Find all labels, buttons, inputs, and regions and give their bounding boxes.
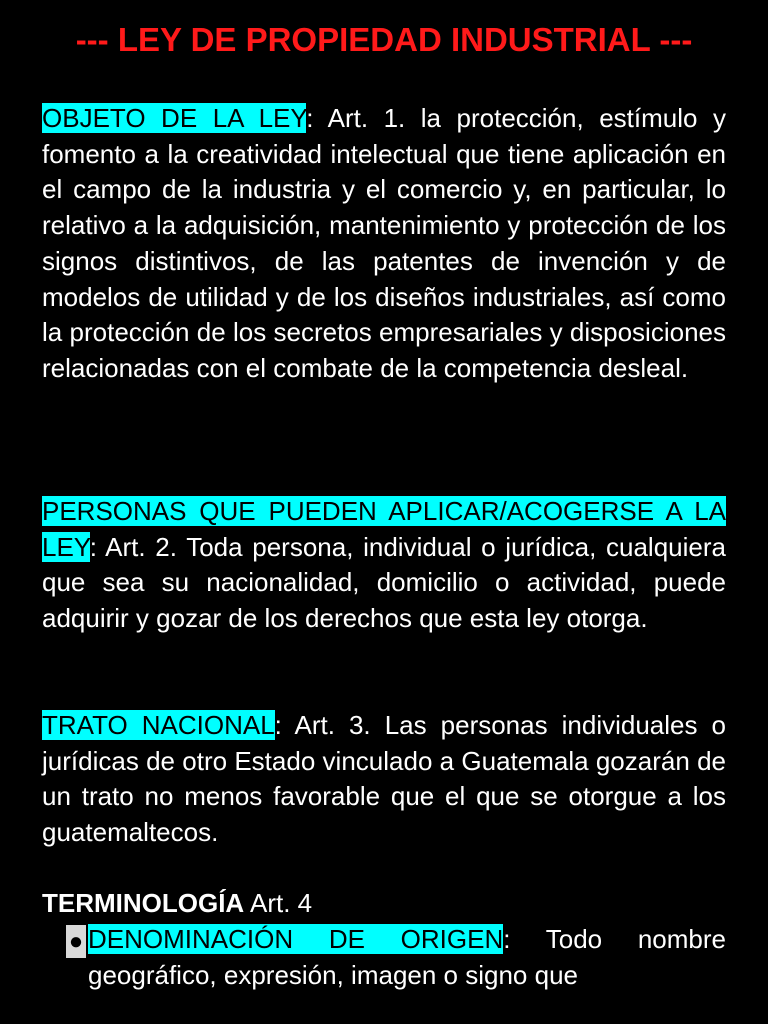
bullet-body: : Todo nombre geográfico, expresión, imagen o signo que bbox=[88, 924, 726, 990]
terminology-heading bbox=[42, 886, 726, 922]
term-highlight: OBJETO DE LA LEY bbox=[42, 103, 307, 133]
term-highlight: DENOMINACIÓN DE ORIGEN bbox=[88, 924, 504, 954]
list-item bbox=[66, 922, 726, 993]
terminology-article: Art. 4 bbox=[244, 888, 313, 918]
bullet-icon: ● bbox=[66, 925, 86, 958]
terminology-title: TERMINOLOGÍA bbox=[42, 888, 245, 918]
section-objeto bbox=[42, 101, 726, 387]
section-trato-nacional bbox=[42, 708, 726, 851]
section-body: : Art. 1. la protección, estímulo y fomento a la creatividad intelectual que tiene aplicación en el campo de la industria y el comercio y, en particular, lo relativo a la adquisición, mantenimiento y protección de los signos distintivos, de las patentes de invención y de modelos de utilidad y de los diseños industriales, así como la protección de los secretos empresariales y disposiciones relacionadas con el combate de la competencia desleal. bbox=[42, 103, 726, 383]
term-highlight: TRATO NACIONAL bbox=[42, 710, 275, 740]
bullet-text bbox=[88, 922, 726, 993]
section-body: : Art. 2. Toda persona, individual o jurídica, cualquiera que sea su nacionalidad, domicilio o actividad, puede adquirir y gozar de los derechos que esta ley otorga. bbox=[42, 531, 726, 634]
section-body: : Art. 3. Las personas individuales o jurídicas de otro Estado vinculado a Guatemala gozarán de un trato no menos favorable que el que se otorgue a los guatemaltecos. bbox=[42, 710, 726, 848]
section-personas bbox=[42, 494, 726, 637]
page-title: --- LEY DE PROPIEDAD INDUSTRIAL --- bbox=[75, 21, 693, 58]
term-highlight: PERSONAS QUE PUEDEN APLICAR/ACOGERSE A LA LEY bbox=[42, 496, 726, 562]
